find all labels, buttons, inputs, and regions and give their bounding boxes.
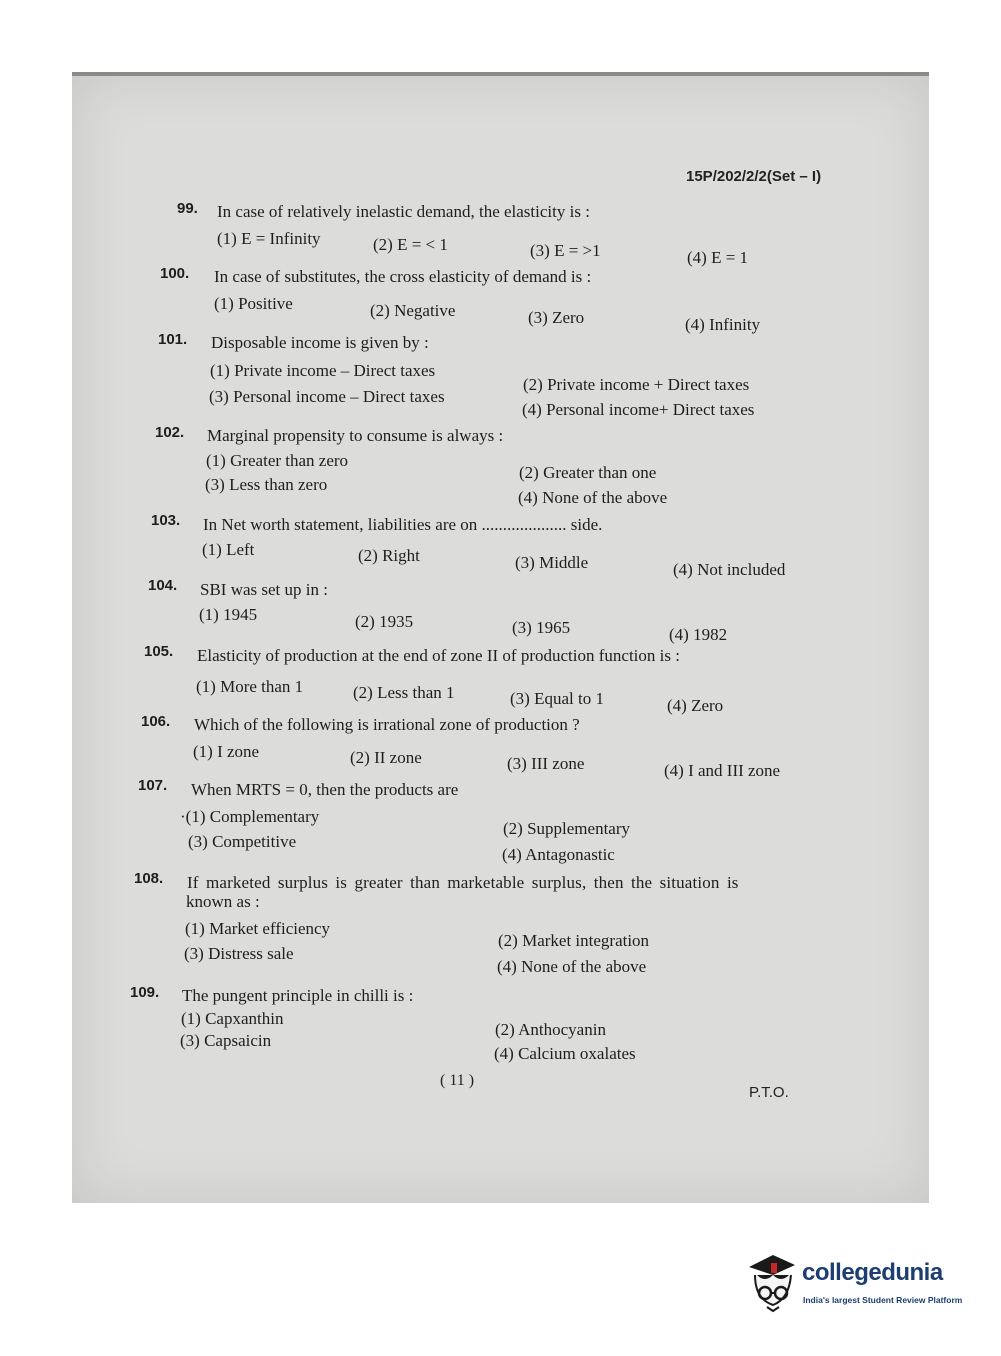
question-number: 105. [144, 643, 174, 660]
question-number: 102. [155, 424, 185, 441]
option-3: (3) Competitive [188, 832, 297, 851]
question-stem: In case of relatively inelastic demand, the elasticity is : [217, 202, 590, 221]
option-2: (2) Private income + Direct taxes [523, 375, 750, 394]
option-2: (2) Anthocyanin [495, 1020, 606, 1039]
question-number: 103. [151, 512, 181, 529]
option-4: (4) Zero [667, 696, 724, 715]
question-number: 108. [134, 870, 164, 887]
question-number: 99. [177, 200, 198, 217]
option-3: (3) III zone [507, 754, 585, 773]
option-3: (3) 1965 [512, 618, 571, 637]
option-3: (3) Personal income – Direct taxes [209, 387, 445, 406]
paper-code: 15P/202/2/2(Set – I) [686, 168, 822, 185]
option-1: (1) More than 1 [196, 677, 304, 696]
option-1: (1) Private income – Direct taxes [210, 361, 436, 380]
option-1: (1) Market efficiency [185, 919, 331, 938]
option-4: (4) None of the above [518, 488, 668, 507]
option-4: (4) None of the above [497, 957, 647, 976]
brand-name: collegedunia [802, 1259, 943, 1286]
question-number: 101. [158, 331, 188, 348]
question-stem: If marketed surplus is greater than marketable surplus, then the situation is [187, 873, 739, 892]
option-4: (4) Personal income+ Direct taxes [522, 400, 755, 419]
option-1: ·(1) Complementary [180, 807, 320, 826]
option-2: (2) Right [358, 546, 420, 565]
question-stem: When MRTS = 0, then the products are [191, 780, 459, 799]
pto-label: P.T.O. [749, 1084, 789, 1101]
question-stem: In case of substitutes, the cross elasticity of demand is : [214, 267, 592, 286]
question-number: 104. [148, 577, 178, 594]
scan-edge [72, 72, 929, 76]
option-3: (3) Zero [528, 308, 585, 327]
option-4: (4) Calcium oxalates [494, 1044, 636, 1063]
question-stem: Which of the following is irrational zone of production ? [194, 715, 580, 734]
question-number: 107. [138, 777, 168, 794]
option-4: (4) 1982 [669, 625, 728, 644]
option-4: (4) Not included [673, 560, 786, 579]
page-number: ( 11 ) [440, 1072, 475, 1089]
option-2: (2) II zone [350, 748, 422, 767]
question-number: 109. [130, 984, 160, 1001]
question-stem: Elasticity of production at the end of zone II of production function is : [197, 646, 680, 665]
question-stem: SBI was set up in : [200, 580, 328, 599]
option-2: (2) Less than 1 [353, 683, 455, 702]
option-1: (1) Greater than zero [206, 451, 349, 470]
option-3: (3) Capsaicin [180, 1031, 272, 1050]
option-3: (3) Distress sale [184, 944, 294, 963]
option-3: (3) Equal to 1 [510, 689, 604, 708]
option-2: (2) 1935 [355, 612, 414, 631]
option-1: (1) E = Infinity [217, 229, 321, 248]
question-stem: Disposable income is given by : [211, 333, 429, 352]
option-4: (4) E = 1 [687, 248, 749, 267]
option-2: (2) E = < 1 [373, 235, 448, 254]
option-4: (4) Antagonastic [502, 845, 615, 864]
option-3: (3) E = >1 [530, 241, 601, 260]
option-1: (1) 1945 [199, 605, 258, 624]
option-3: (3) Middle [515, 553, 589, 572]
question-stem: In Net worth statement, liabilities are on .................... side. [203, 515, 603, 534]
option-4: (4) I and III zone [664, 761, 781, 780]
option-3: (3) Less than zero [205, 475, 328, 494]
option-2: (2) Negative [370, 301, 456, 320]
question-stem-continued: known as : [186, 892, 260, 911]
option-1: (1) Positive [214, 294, 293, 313]
option-1: (1) I zone [193, 742, 260, 761]
option-2: (2) Supplementary [503, 819, 630, 838]
question-stem: Marginal propensity to consume is always : [207, 426, 504, 445]
question-stem: The pungent principle in chilli is : [182, 986, 414, 1005]
brand-tagline: India's largest Student Review Platform [803, 1295, 963, 1305]
option-2: (2) Market integration [498, 931, 650, 950]
option-1: (1) Left [202, 540, 255, 559]
question-number: 106. [141, 713, 171, 730]
option-4: (4) Infinity [685, 315, 761, 334]
question-number: 100. [160, 265, 190, 282]
option-1: (1) Capxanthin [181, 1009, 284, 1028]
mascot-icon [745, 1253, 801, 1313]
collegedunia-logo [745, 1253, 975, 1313]
option-2: (2) Greater than one [519, 463, 657, 482]
